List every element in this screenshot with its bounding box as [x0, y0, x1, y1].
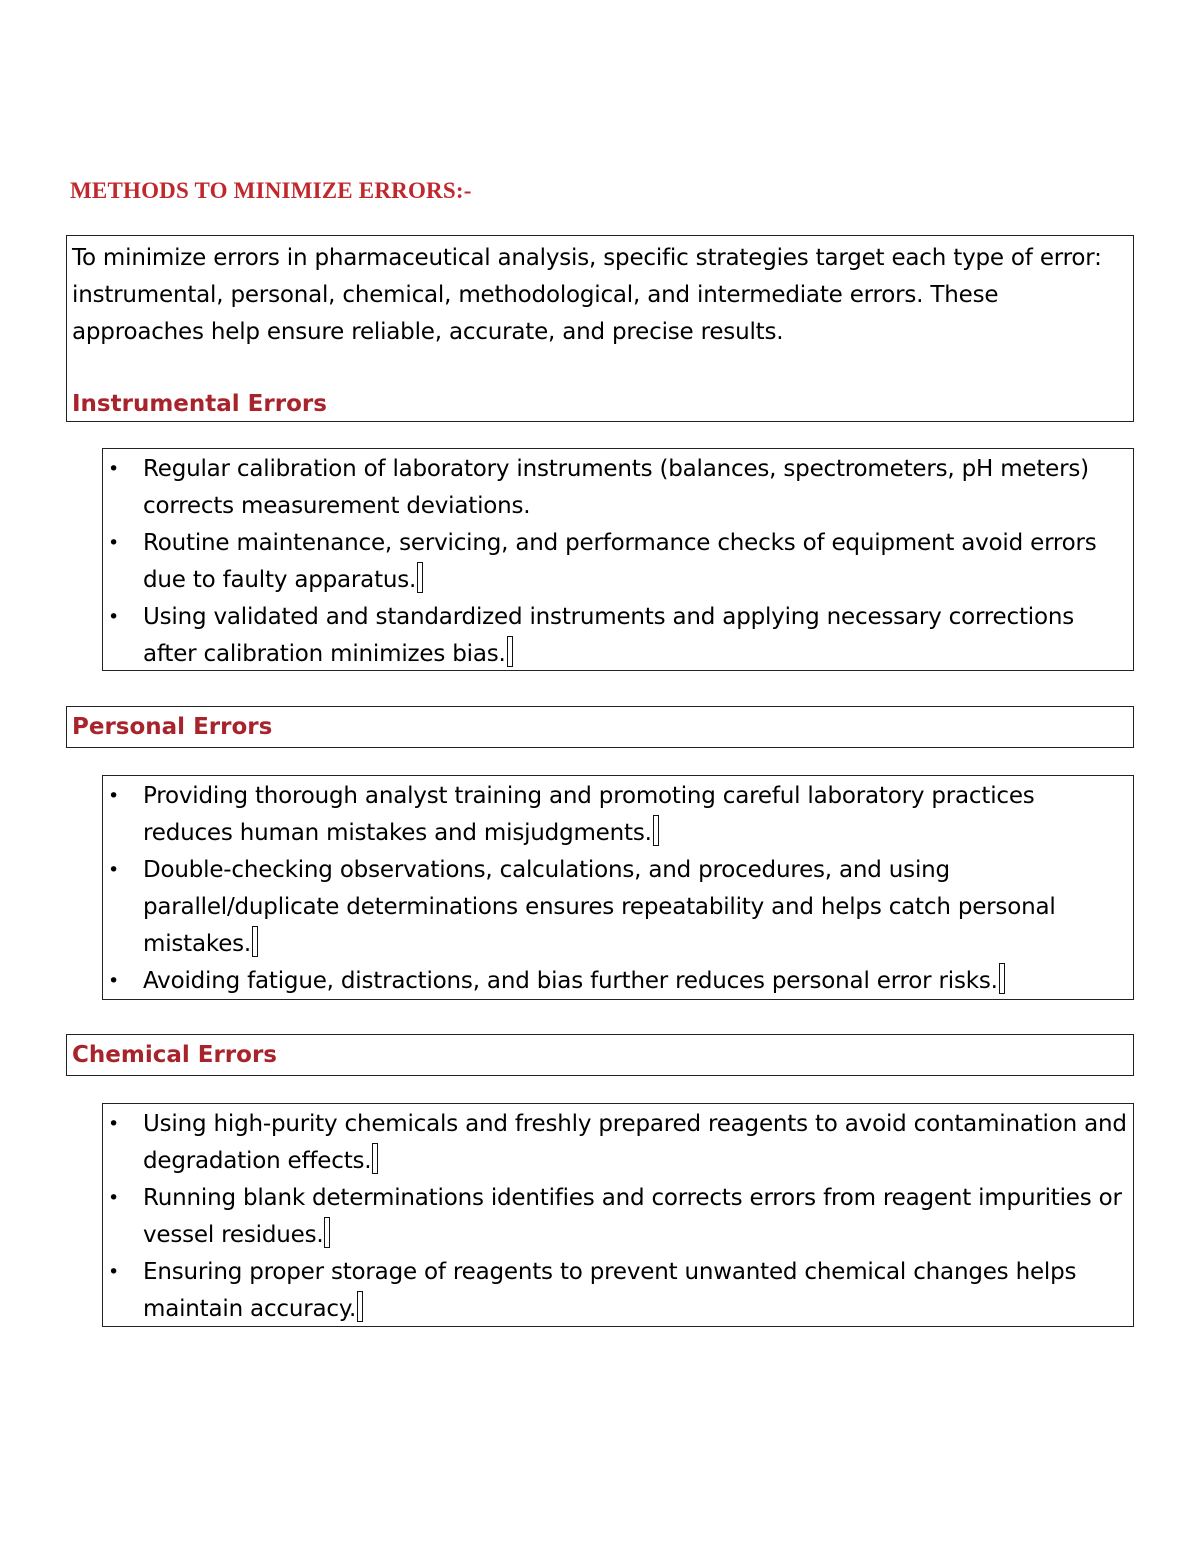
bullet-icon: •	[108, 970, 120, 992]
page-title: METHODS TO MINIMIZE ERRORS:-	[70, 178, 472, 203]
list-item-text: Avoiding fatigue, distractions, and bias further reduces personal error risks.	[143, 968, 998, 994]
list-item-text: Providing thorough analyst training and promoting careful laboratory practices reduces human mistakes and misjudgments.	[143, 783, 1035, 846]
bullet-icon: •	[108, 1113, 120, 1135]
chemical-list	[105, 1106, 1127, 1328]
list-item	[105, 852, 1127, 963]
list-item-text: Double-checking observations, calculations, and procedures, and using parallel/duplicate determinations ensures repeatability and helps catch personal mistakes.	[143, 857, 1056, 957]
list-item-text: Regular calibration of laboratory instruments (balances, spectrometers, pH meters) corrects measurement deviations.	[143, 456, 1089, 519]
personal-list-box	[102, 775, 1134, 1000]
heading-personal-errors: Personal Errors	[72, 714, 273, 740]
heading-chemical-errors: Chemical Errors	[72, 1042, 277, 1068]
citation-marker-icon	[507, 636, 513, 667]
bullet-icon: •	[108, 606, 120, 628]
intro-paragraph: To minimize errors in pharmaceutical analysis, specific strategies target each type of error: instrumental, personal, chemical, methodological, and intermediate errors. These approaches help ensure reliable, accurate, and precise results.	[72, 245, 1102, 345]
bullet-icon: •	[108, 458, 120, 480]
list-item-text: Running blank determinations identifies and corrects errors from reagent impurities or vessel residues.	[143, 1185, 1122, 1248]
list-item-text: Ensuring proper storage of reagents to prevent unwanted chemical changes helps maintain accuracy.	[143, 1259, 1077, 1322]
list-item-text: Using high-purity chemicals and freshly prepared reagents to avoid contamination and degradation effects.	[143, 1111, 1127, 1174]
list-item-text: Routine maintenance, servicing, and performance checks of equipment avoid errors due to faulty apparatus.	[143, 530, 1097, 593]
citation-marker-icon	[372, 1143, 378, 1174]
bullet-icon: •	[108, 859, 120, 881]
list-item	[105, 451, 1127, 525]
heading-instrumental-errors: Instrumental Errors	[72, 391, 327, 417]
bullet-icon: •	[108, 1187, 120, 1209]
list-item	[105, 1106, 1127, 1180]
list-item	[105, 963, 1127, 1000]
list-item-text: Using validated and standardized instruments and applying necessary corrections after calibration minimizes bias.	[143, 604, 1074, 667]
citation-marker-icon	[357, 1291, 363, 1322]
personal-heading-box	[66, 706, 1134, 748]
citation-marker-icon	[999, 963, 1005, 994]
citation-marker-icon	[653, 815, 659, 846]
bullet-icon: •	[108, 532, 120, 554]
citation-marker-icon	[324, 1217, 330, 1248]
bullet-icon: •	[108, 785, 120, 807]
list-item	[105, 1180, 1127, 1254]
citation-marker-icon	[252, 926, 258, 957]
intro-box	[66, 235, 1134, 422]
personal-list	[105, 778, 1127, 1000]
chemical-list-box	[102, 1103, 1134, 1327]
citation-marker-icon	[417, 562, 423, 593]
list-item	[105, 599, 1127, 673]
list-item	[105, 778, 1127, 852]
instrumental-list	[105, 451, 1127, 673]
instrumental-list-box	[102, 448, 1134, 671]
bullet-icon: •	[108, 1261, 120, 1283]
list-item	[105, 1254, 1127, 1328]
list-item	[105, 525, 1127, 599]
chemical-heading-box	[66, 1034, 1134, 1076]
